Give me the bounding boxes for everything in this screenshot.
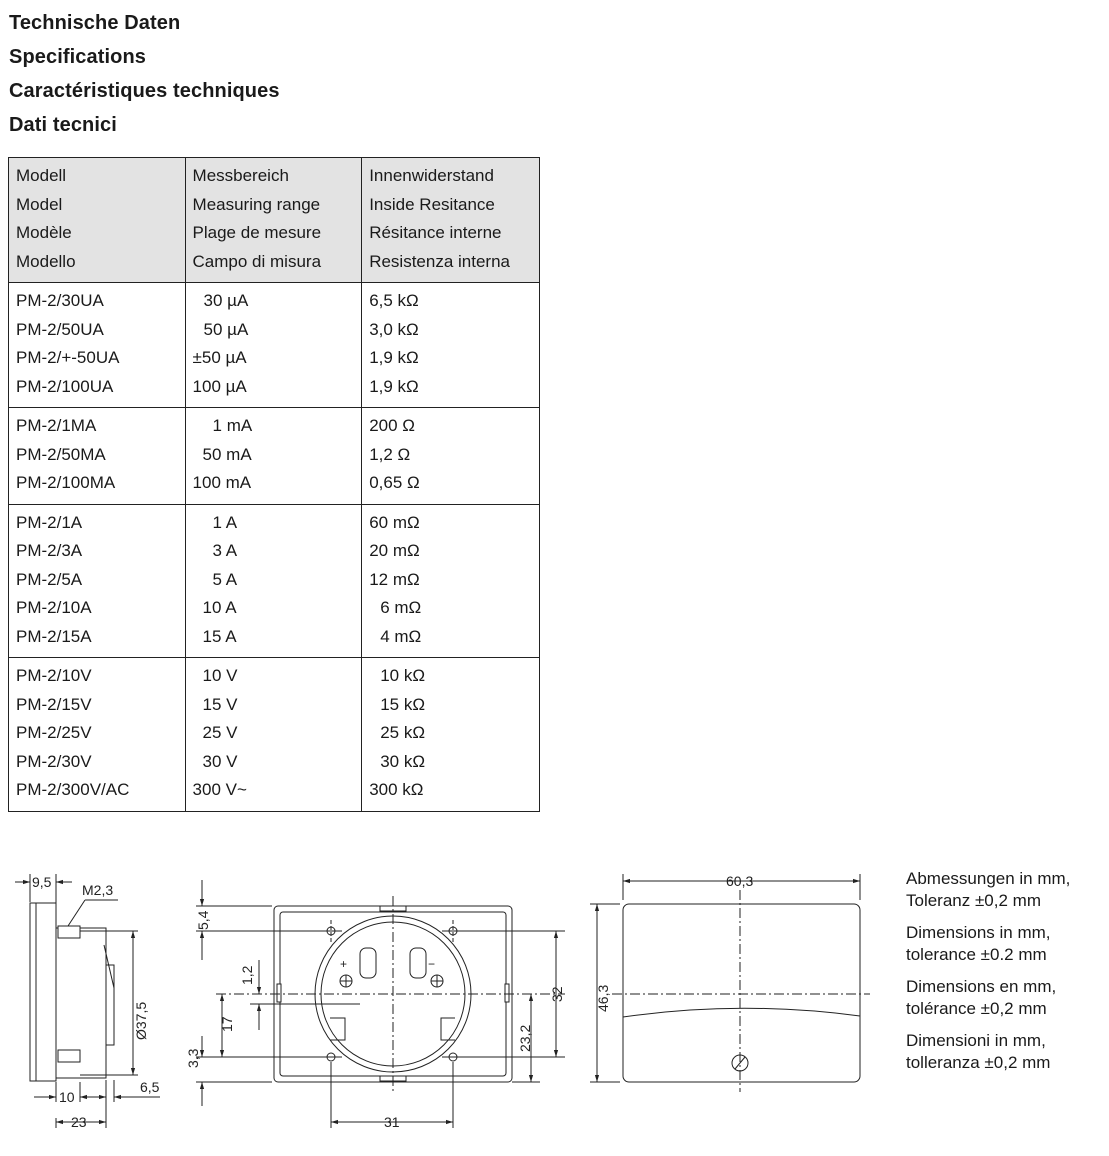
title-english: Specifications [9,46,146,68]
dim-left-height: 17 [219,1016,235,1032]
plus-terminal-icon: + [340,957,348,971]
dim-thread: M2,3 [82,882,114,898]
range-cell: 10 V 15 V 25 V 30 V 300 V~ [185,658,362,812]
model-cell: PM-2/10V PM-2/15V PM-2/25V PM-2/30V PM-2/300V/AC [9,658,186,812]
resistance-cell: 10 kΩ 15 kΩ 25 kΩ 30 kΩ 300 kΩ [362,658,540,812]
dim-diameter: Ø37,5 [133,1001,149,1040]
dim-bottom-a: 10 [59,1089,75,1105]
title-french: Caractéristiques techniques [9,80,280,102]
header-inside-resistance: Innenwiderstand Inside Resitance Résitance interne Resistenza interna [362,158,540,283]
dim-top-offset: 5,4 [195,910,211,930]
note-italian: Dimensioni in mm, tolleranza ±0,2 mm [906,1031,1051,1072]
header-model: Modell Model Modèle Modello [9,158,186,283]
front-view [590,874,870,1092]
title-block [9,6,280,142]
table-row-group-volt [9,658,540,812]
dim-total-height: 32 [549,986,565,1002]
model-cell: PM-2/1MA PM-2/50MA PM-2/100MA [9,408,186,505]
table-header-row [9,158,540,283]
table-row-group-ampere [9,504,540,658]
rear-view [196,880,565,1128]
resistance-cell: 200 Ω 1,2 Ω 0,65 Ω [362,408,540,505]
note-french: Dimensions en mm, tolérance ±0,2 mm [906,977,1057,1018]
resistance-cell: 60 mΩ 20 mΩ 12 mΩ 6 mΩ 4 mΩ [362,504,540,658]
dim-total-depth: 23 [71,1114,87,1130]
dimension-notes [906,868,1070,1084]
dimension-drawing [0,840,905,1140]
dim-hole-spacing: 31 [384,1114,400,1130]
dim-depth-top: 9,5 [32,874,52,890]
dim-pin-gap: 1,2 [239,965,255,985]
specifications-table [8,157,540,812]
table-row-group-milliampere [9,408,540,505]
note-german: Abmessungen in mm, Toleranz ±0,2 mm [906,869,1071,910]
range-cell: 1 A 3 A 5 A 10 A 15 A [185,504,362,658]
dim-front-height: 46,3 [595,984,611,1012]
dim-mount-height: 23,2 [517,1024,533,1052]
table-row-group-microampere [9,283,540,408]
resistance-cell: 6,5 kΩ 3,0 kΩ 1,9 kΩ 1,9 kΩ [362,283,540,408]
minus-terminal-icon: − [428,957,436,971]
model-cell: PM-2/30UA PM-2/50UA PM-2/+-50UA PM-2/100UA [9,283,186,408]
dim-bottom-offset: 3,3 [185,1048,201,1068]
dim-front-width: 60,3 [726,873,754,889]
range-cell: 30 µA 50 µA ±50 µA 100 µA [185,283,362,408]
range-cell: 1 mA 50 mA 100 mA [185,408,362,505]
title-german: Technische Daten [9,12,181,34]
dim-bottom-b: 6,5 [140,1079,160,1095]
note-english: Dimensions in mm, tolerance ±0.2 mm [906,923,1051,964]
header-measuring-range: Messbereich Measuring range Plage de mesure Campo di misura [185,158,362,283]
title-italian: Dati tecnici [9,114,117,136]
side-view [15,874,160,1128]
model-cell: PM-2/1A PM-2/3A PM-2/5A PM-2/10A PM-2/15A [9,504,186,658]
